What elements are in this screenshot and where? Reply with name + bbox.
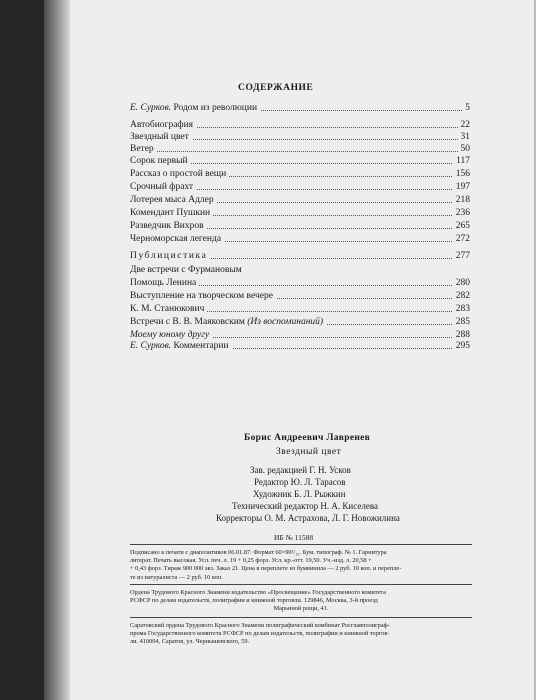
publication-line: те из натуралиста — 2 руб. 10 коп. xyxy=(130,573,223,581)
toc-row xyxy=(130,277,470,289)
imprint-ib-number: ИБ № 11588 xyxy=(274,533,314,542)
toc-page-number: 272 xyxy=(453,233,470,245)
toc-title-text: Помощь Ленина xyxy=(130,277,199,289)
toc-author: Е. Сурков. xyxy=(130,103,172,113)
toc-page-number: 283 xyxy=(453,303,470,315)
toc-page-number: 277 xyxy=(453,250,470,262)
separator-line xyxy=(130,544,472,545)
toc-row xyxy=(130,181,470,193)
publication-details xyxy=(130,549,472,582)
imprint-staff-line: Редактор Ю. Л. Тарасов xyxy=(254,477,346,487)
toc-note: (Из воспоминаний) xyxy=(247,317,324,327)
toc-row-title xyxy=(130,340,232,352)
toc-row xyxy=(130,290,470,302)
printer-line: ли. 410004, Саратов, ул. Чернышевского, 59. xyxy=(130,638,250,646)
toc-row xyxy=(130,119,470,131)
printer-details xyxy=(130,622,472,647)
toc-title-text: Звездный цвет xyxy=(130,131,192,143)
toc-page-number: 5 xyxy=(462,102,470,114)
toc-page-number: 218 xyxy=(453,194,470,206)
publisher-line: РСФСР по делам издательств, полиграфии и книжной торговли. 129846, Москва, 3-й проезд xyxy=(130,597,378,605)
toc-row xyxy=(130,303,470,315)
toc-row-title xyxy=(130,316,326,328)
toc-title-text: Рассказ о простой вещи xyxy=(130,168,229,180)
toc-row xyxy=(130,220,470,232)
toc-row xyxy=(130,155,470,167)
publication-line: литерат. Печать высокая. Усл. печ. л. 19 + 0,25 форз. Усл. кр.-отт. 19,50. Уч.-изд. л. 20,58 + xyxy=(130,557,372,565)
toc-row xyxy=(130,143,470,155)
page-gutter-shadow xyxy=(44,0,70,700)
publisher-details xyxy=(130,589,472,614)
toc-title-text: Комментарии xyxy=(173,341,229,351)
toc-title-text: Выступление на творческом вечере xyxy=(130,290,276,302)
toc-row xyxy=(130,316,470,328)
separator-line xyxy=(130,617,472,618)
publisher-line: Ордена Трудового Красного Знамени издательство «Просвещение» Государственного комитета xyxy=(130,589,386,596)
toc-page-number: 285 xyxy=(453,316,470,328)
publisher-line: Марьиной рощи, 41. xyxy=(273,605,329,613)
toc-row xyxy=(130,194,470,206)
toc-row-intro xyxy=(130,102,470,114)
toc-title-text: Две встречи с Фурмановым xyxy=(130,264,245,276)
toc-title-text: Ветер xyxy=(130,143,157,155)
toc-title-text: Сорок первый xyxy=(130,155,191,167)
toc-title-text: Лотерея мыса Адлер xyxy=(130,194,217,206)
toc-page-number: 236 xyxy=(453,207,470,219)
imprint-staff-line: Корректоры О. М. Астрахова, Л. Г. Новожилина xyxy=(216,513,400,523)
toc-row xyxy=(130,168,470,180)
toc-page-number: 295 xyxy=(453,340,470,352)
toc-page-number: 117 xyxy=(453,155,470,167)
imprint-staff-line: Художник Б. Л. Рыжкин xyxy=(253,489,346,499)
toc-row-section xyxy=(130,250,470,262)
toc-author: Е. Сурков. xyxy=(130,341,172,351)
toc-page-number: 50 xyxy=(458,143,471,155)
toc-page-number: 282 xyxy=(453,290,470,302)
toc-row xyxy=(130,207,470,219)
toc-row xyxy=(130,264,470,276)
toc-page-number: 197 xyxy=(453,181,470,193)
toc-title-text: Автобиография xyxy=(130,119,196,131)
toc-title-text: Комендант Пушкин xyxy=(130,207,213,219)
imprint-staff-line: Технический редактор Н. А. Киселева xyxy=(232,501,378,511)
publication-line: + 0,43 форз. Тираж 900 000 экз. Заказ 21. Цена в переплете из бумвинила — 2 руб. 10 коп. и перепле- xyxy=(130,565,402,573)
toc-page-number: 265 xyxy=(453,220,470,232)
toc-title-text: Черноморская легенда xyxy=(130,233,224,245)
imprint-author: Борис Андреевич Лавренев xyxy=(244,433,371,443)
scan-left-edge xyxy=(0,0,44,700)
imprint-staff-line: Зав. редакцией Г. Н. Усков xyxy=(250,465,351,475)
toc-page-number: 31 xyxy=(458,131,471,143)
toc-page-number: 22 xyxy=(458,119,471,131)
printer-line: прома Государственного комитета РСФСР по делам издательств, полиграфии и книжной торгов- xyxy=(130,630,390,638)
toc-title-text: Родом из революции xyxy=(173,103,258,113)
toc-section-title: Публицистика xyxy=(130,250,210,262)
toc-page-number: 288 xyxy=(453,329,470,341)
toc-title-text: Разведчик Вихров xyxy=(130,220,207,232)
toc-title-text: Встречи с В. В. Маяковским xyxy=(130,317,245,327)
toc-page-number: 280 xyxy=(453,277,470,289)
separator-line xyxy=(130,584,472,585)
printer-line: Саратовский ордена Трудового Красного Знамени полиграфический комбинат Росглавполиграф- xyxy=(130,622,390,629)
toc-row-comment xyxy=(130,340,470,352)
toc-row xyxy=(130,131,470,143)
toc-title-text: Срочный фрахт xyxy=(130,181,196,193)
publication-line: Подписано к печати с диапозитивов 06.01.87. Формат 60×90¹/₁₆. Бум. типограф. № 1. Гарнитура xyxy=(130,549,387,556)
toc-row-title xyxy=(130,102,260,114)
toc-title: СОДЕРЖАНИЕ xyxy=(238,83,314,93)
imprint-book-title: Звездный цвет xyxy=(276,447,342,457)
toc-row xyxy=(130,233,470,245)
toc-title-text: Моему юному другу xyxy=(130,329,212,341)
dot-leader xyxy=(130,151,470,152)
toc-page-number: 156 xyxy=(453,168,470,180)
toc-title-text: К. М. Станюкович xyxy=(130,303,207,315)
